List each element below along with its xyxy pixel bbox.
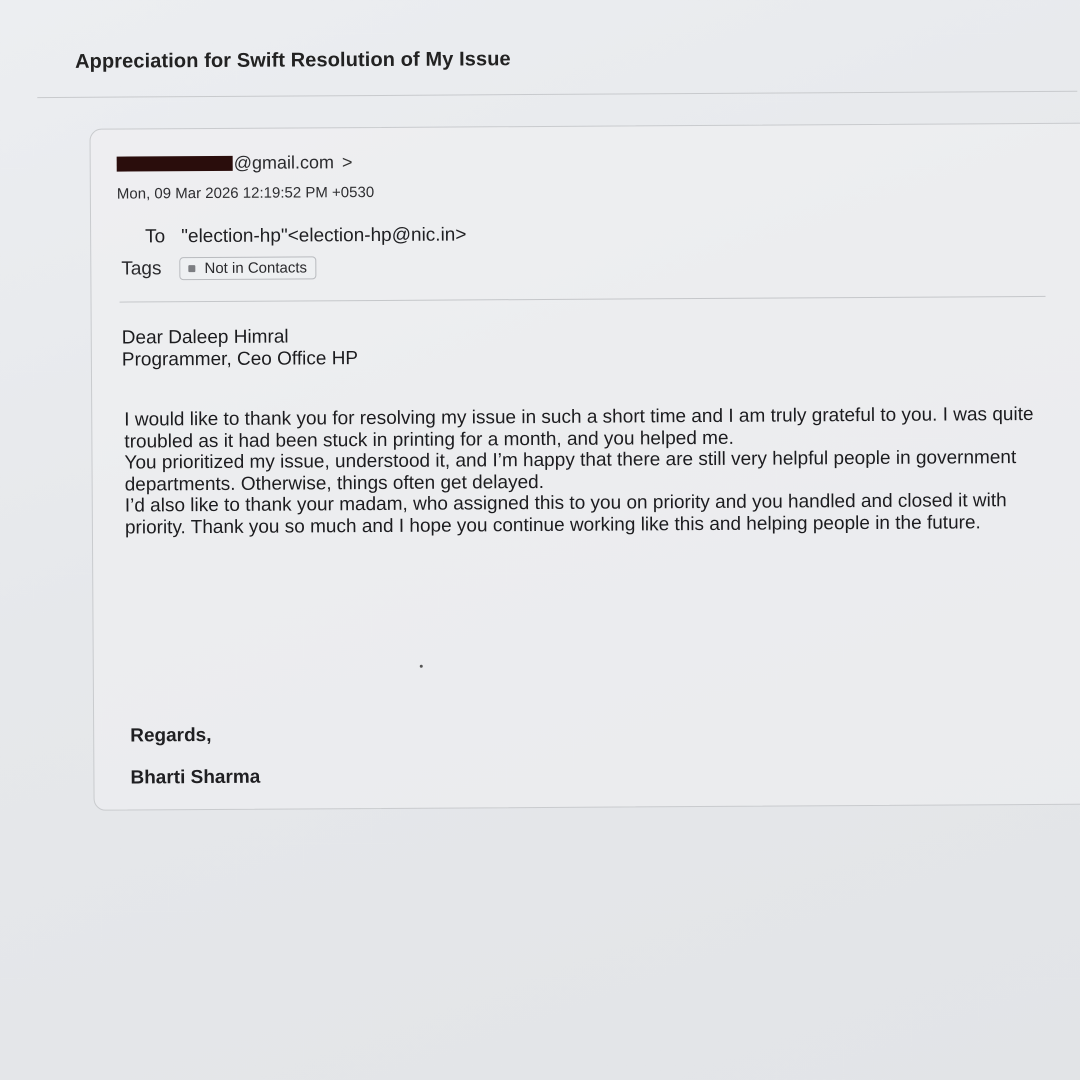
tag-square-icon (188, 265, 195, 272)
redacted-sender-name (117, 156, 233, 172)
paper-speck (420, 665, 423, 668)
email-date: Mon, 09 Mar 2026 12:19:52 PM +0530 (116, 184, 375, 203)
subject-divider (37, 91, 1077, 98)
greeting-line-title: Programmer, Ceo Office HP (121, 348, 359, 371)
sender-expand-caret-icon[interactable]: > (341, 152, 353, 173)
greeting-block (122, 326, 358, 371)
sender-line[interactable] (117, 152, 353, 174)
email-subject: Appreciation for Swift Resolution of My Issue (75, 48, 511, 73)
email-card (89, 123, 1080, 811)
to-label: To (145, 226, 166, 248)
header-divider (120, 296, 1046, 303)
closing-line: Regards, (130, 725, 212, 747)
tag-not-in-contacts[interactable] (179, 256, 316, 280)
recipient-address[interactable]: "election-hp"<election-hp@nic.in> (181, 224, 467, 248)
signature-name: Bharti Sharma (130, 766, 261, 789)
body-paragraph-2: You prioritized my issue, understood it, and I’m happy that there are still very helpful people in government departments. Otherwise, things often get delayed. (124, 447, 1017, 496)
greeting-line-name: Dear Daleep Himral (121, 326, 289, 349)
body-paragraph-1: I would like to thank you for resolving my issue in such a short time and I am truly grateful to you. I was quite troubled as it had been stuck in printing for a month, and you helped me. (124, 403, 1034, 453)
tag-chip-label: Not in Contacts (204, 259, 308, 278)
body-paragraph-3: I’d also like to thank your madam, who assigned this to you on priority and you handled and closed it with priority. Thank you so much and I hope you continue working like this and helping people in the future. (124, 490, 1007, 539)
tags-row (121, 256, 316, 280)
email-body (124, 404, 1065, 539)
tags-label: Tags (121, 257, 162, 280)
recipient-row (145, 224, 466, 248)
sender-email-suffix: @gmail.com (233, 152, 335, 173)
